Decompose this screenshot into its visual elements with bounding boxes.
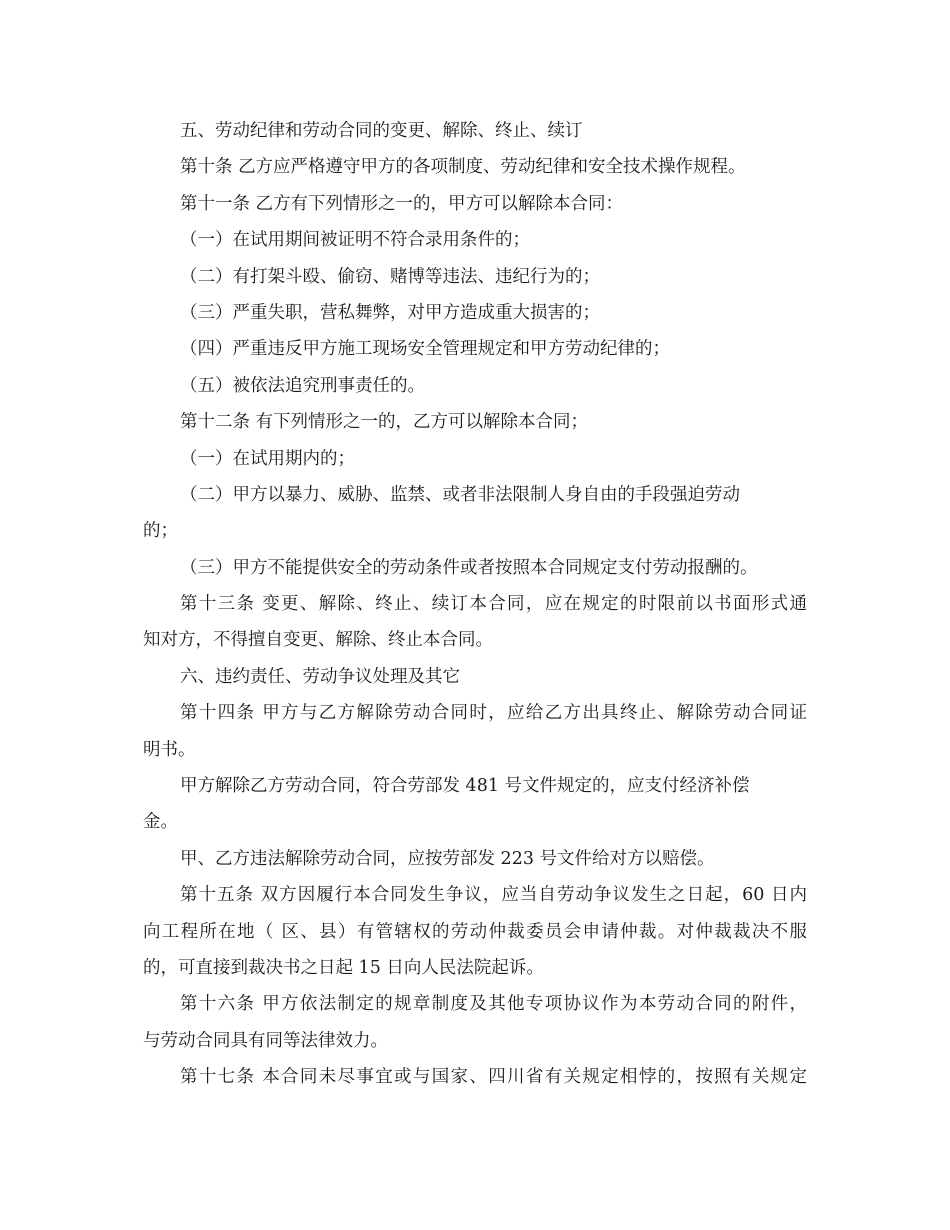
article-14-para-3: 甲、乙方违法解除劳动合同，应按劳部发 223 号文件给对方以赔偿。 (180, 848, 715, 869)
article-16: 第十六条 甲方依法制定的规章制度及其他专项协议作为本劳动合同的附件， (180, 994, 807, 1015)
article-11-item-4: （四）严重违反甲方施工现场安全管理规定和甲方劳动纪律的； (180, 339, 670, 360)
article-16-cont: 与劳动合同具有同等法律效力。 (143, 1030, 388, 1051)
article-14: 第十四条 甲方与乙方解除劳动合同时，应给乙方出具终止、解除劳动合同证 (180, 703, 807, 724)
article-10: 第十条 乙方应严格遵守甲方的各项制度、劳动纪律和安全技术操作规程。 (180, 157, 746, 178)
article-12-item-1: （一）在试用期内的； (180, 448, 355, 469)
section-heading-6: 六、违约责任、劳动争议处理及其它 (180, 666, 460, 687)
article-11-item-2: （二）有打架斗殴、偷窃、赌博等违法、违纪行为的； (180, 266, 600, 287)
article-15-cont-2: 的，可直接到裁决书之日起 15 日向人民法院起诉。 (143, 957, 544, 978)
article-11-item-1: （一）在试用期间被证明不符合录用条件的； (180, 230, 530, 251)
article-17: 第十七条 本合同未尽事宜或与国家、四川省有关规定相悖的，按照有关规定 (180, 1067, 807, 1088)
article-11: 第十一条 乙方有下列情形之一的，甲方可以解除本合同： (180, 193, 624, 214)
article-14-cont: 明书。 (143, 739, 196, 760)
article-14-para-2: 甲方解除乙方劳动合同，符合劳部发 481 号文件规定的，应支付经济补偿 (180, 776, 750, 797)
article-15-cont-1: 向工程所在地（ 区、县）有管辖权的劳动仲裁委员会申请仲裁。对仲裁裁决不服 (143, 921, 807, 942)
article-12: 第十二条 有下列情形之一的，乙方可以解除本合同； (180, 412, 589, 433)
contract-text (143, 113, 807, 1096)
article-12-item-3: （三）甲方不能提供安全的劳动条件或者按照本合同规定支付劳动报酬的。 (180, 557, 758, 578)
section-heading-5: 五、劳动纪律和劳动合同的变更、解除、终止、续订 (180, 121, 583, 141)
article-12-item-2-cont: 的； (143, 521, 178, 542)
article-11-item-3: （三）严重失职，营私舞弊，对甲方造成重大损害的； (180, 302, 600, 323)
article-13-cont: 知对方，不得擅自变更、解除、终止本合同。 (143, 630, 493, 651)
article-14-para-2-cont: 金。 (143, 812, 178, 833)
article-15: 第十五条 双方因履行本合同发生争议，应当自劳动争议发生之日起，60 日内 (180, 885, 807, 906)
article-12-item-2: （二）甲方以暴力、威胁、监禁、或者非法限制人身自由的手段强迫劳动 (180, 484, 740, 505)
article-13: 第十三条 变更、解除、终止、续订本合同，应在规定的时限前以书面形式通 (180, 594, 807, 615)
article-11-item-5: （五）被依法追究刑事责任的。 (180, 375, 425, 396)
